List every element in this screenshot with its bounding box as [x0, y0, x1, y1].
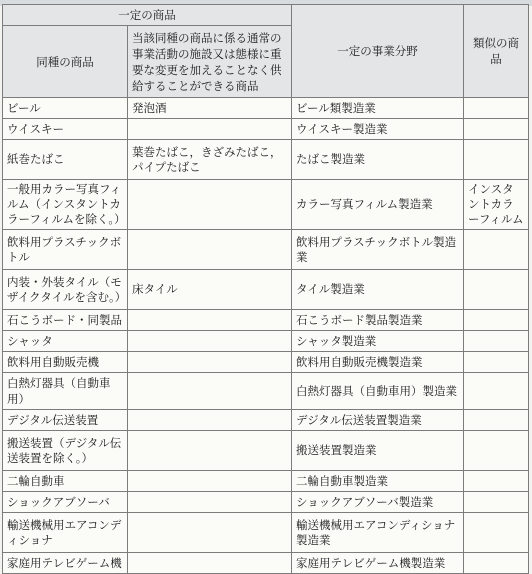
- cell-related: [128, 373, 292, 410]
- cell-same: 紙巻たばこ: [3, 140, 128, 180]
- table-row: [3, 492, 529, 513]
- cell-industry: ウイスキー製造業: [292, 119, 464, 140]
- cell-industry: 飲料用自動販売機製造業: [292, 352, 464, 373]
- table-row: [3, 331, 529, 352]
- cell-similar: [464, 119, 529, 140]
- cell-industry: 搬送装置製造業: [292, 431, 464, 471]
- table-header: [3, 5, 529, 98]
- cell-industry: 輸送機械用エアコンディショナ製造業: [292, 513, 464, 553]
- cell-similar: [464, 373, 529, 410]
- cell-related: 床タイル: [128, 270, 292, 310]
- cell-similar: [464, 513, 529, 553]
- header-similar-cell: 類似の商品: [464, 5, 529, 98]
- cell-related: [128, 119, 292, 140]
- cell-similar: [464, 553, 529, 574]
- table-row: [3, 98, 529, 119]
- cell-industry: 二輪自動車製造業: [292, 471, 464, 492]
- cell-same: 二輪自動車: [3, 471, 128, 492]
- table-body: [3, 98, 529, 574]
- cell-related: [128, 331, 292, 352]
- cell-similar: [464, 310, 529, 331]
- cell-similar: [464, 270, 529, 310]
- cell-similar: [464, 140, 529, 180]
- cell-industry: タイル製造業: [292, 270, 464, 310]
- cell-same: 一般用カラー写真フィルム（インスタントカラーフィルムを除く。）: [3, 180, 128, 230]
- cell-same: 飲料用プラスチックボトル: [3, 230, 128, 270]
- cell-related: [128, 410, 292, 431]
- cell-same: 輸送機械用エアコンディショナ: [3, 513, 128, 553]
- header-group-cell: 一定の商品: [3, 5, 292, 26]
- table-row: [3, 553, 529, 574]
- cell-related: [128, 352, 292, 373]
- cell-same: ショックアブソーバ: [3, 492, 128, 513]
- cell-industry: デジタル伝送装置製造業: [292, 410, 464, 431]
- cell-same: 石こうボード・同製品: [3, 310, 128, 331]
- cell-related: [128, 471, 292, 492]
- table-row: [3, 140, 529, 180]
- cell-similar: [464, 230, 529, 270]
- cell-related: 葉巻たばこ，きざみたばこ，パイプたばこ: [128, 140, 292, 180]
- cell-related: [128, 513, 292, 553]
- table-row: [3, 471, 529, 492]
- cell-industry: 家庭用テレビゲーム機製造業: [292, 553, 464, 574]
- table-row: [3, 119, 529, 140]
- table-row: [3, 270, 529, 310]
- cell-industry: 白熱灯器具（自動車用）製造業: [292, 373, 464, 410]
- cell-similar: [464, 410, 529, 431]
- cell-related: [128, 230, 292, 270]
- cell-similar: [464, 331, 529, 352]
- header-industry-cell: 一定の事業分野: [292, 5, 464, 98]
- cell-same: ウイスキー: [3, 119, 128, 140]
- cell-same: 白熱灯器具（自動車用）: [3, 373, 128, 410]
- cell-similar: インスタントカラーフィルム: [464, 180, 529, 230]
- header-same-cell: 同種の商品: [3, 26, 128, 98]
- cell-related: [128, 431, 292, 471]
- cell-industry: たばこ製造業: [292, 140, 464, 180]
- header-related-cell: 当該同種の商品に係る通常の事業活動の施設又は態様に重要な変更を加えることなく供給することができる商品: [128, 26, 292, 98]
- cell-same: ビール: [3, 98, 128, 119]
- table-row: [3, 230, 529, 270]
- cell-similar: [464, 352, 529, 373]
- cell-related: 発泡酒: [128, 98, 292, 119]
- table-row: [3, 180, 529, 230]
- cell-same: 飲料用自動販売機: [3, 352, 128, 373]
- cell-related: [128, 180, 292, 230]
- cell-same: 搬送装置（デジタル伝送装置を除く。）: [3, 431, 128, 471]
- cell-industry: カラー写真フィルム製造業: [292, 180, 464, 230]
- cell-related: [128, 310, 292, 331]
- cell-similar: [464, 98, 529, 119]
- table-row: [3, 431, 529, 471]
- cell-similar: [464, 492, 529, 513]
- table-row: [3, 373, 529, 410]
- cell-related: [128, 492, 292, 513]
- cell-industry: ビール類製造業: [292, 98, 464, 119]
- cell-industry: 飲料用プラスチックボトル製造業: [292, 230, 464, 270]
- cell-same: 家庭用テレビゲーム機: [3, 553, 128, 574]
- table-row: [3, 513, 529, 553]
- cell-industry: ショックアブソーバ製造業: [292, 492, 464, 513]
- product-industry-table: [2, 4, 529, 574]
- cell-similar: [464, 431, 529, 471]
- cell-similar: [464, 471, 529, 492]
- cell-related: [128, 553, 292, 574]
- cell-same: シャッタ: [3, 331, 128, 352]
- cell-same: 内装・外装タイル（モザイクタイルを含む。）: [3, 270, 128, 310]
- cell-industry: シャッタ製造業: [292, 331, 464, 352]
- cell-industry: 石こうボード製品製造業: [292, 310, 464, 331]
- cell-same: デジタル伝送装置: [3, 410, 128, 431]
- table-row: [3, 410, 529, 431]
- table-row: [3, 352, 529, 373]
- table-row: [3, 310, 529, 331]
